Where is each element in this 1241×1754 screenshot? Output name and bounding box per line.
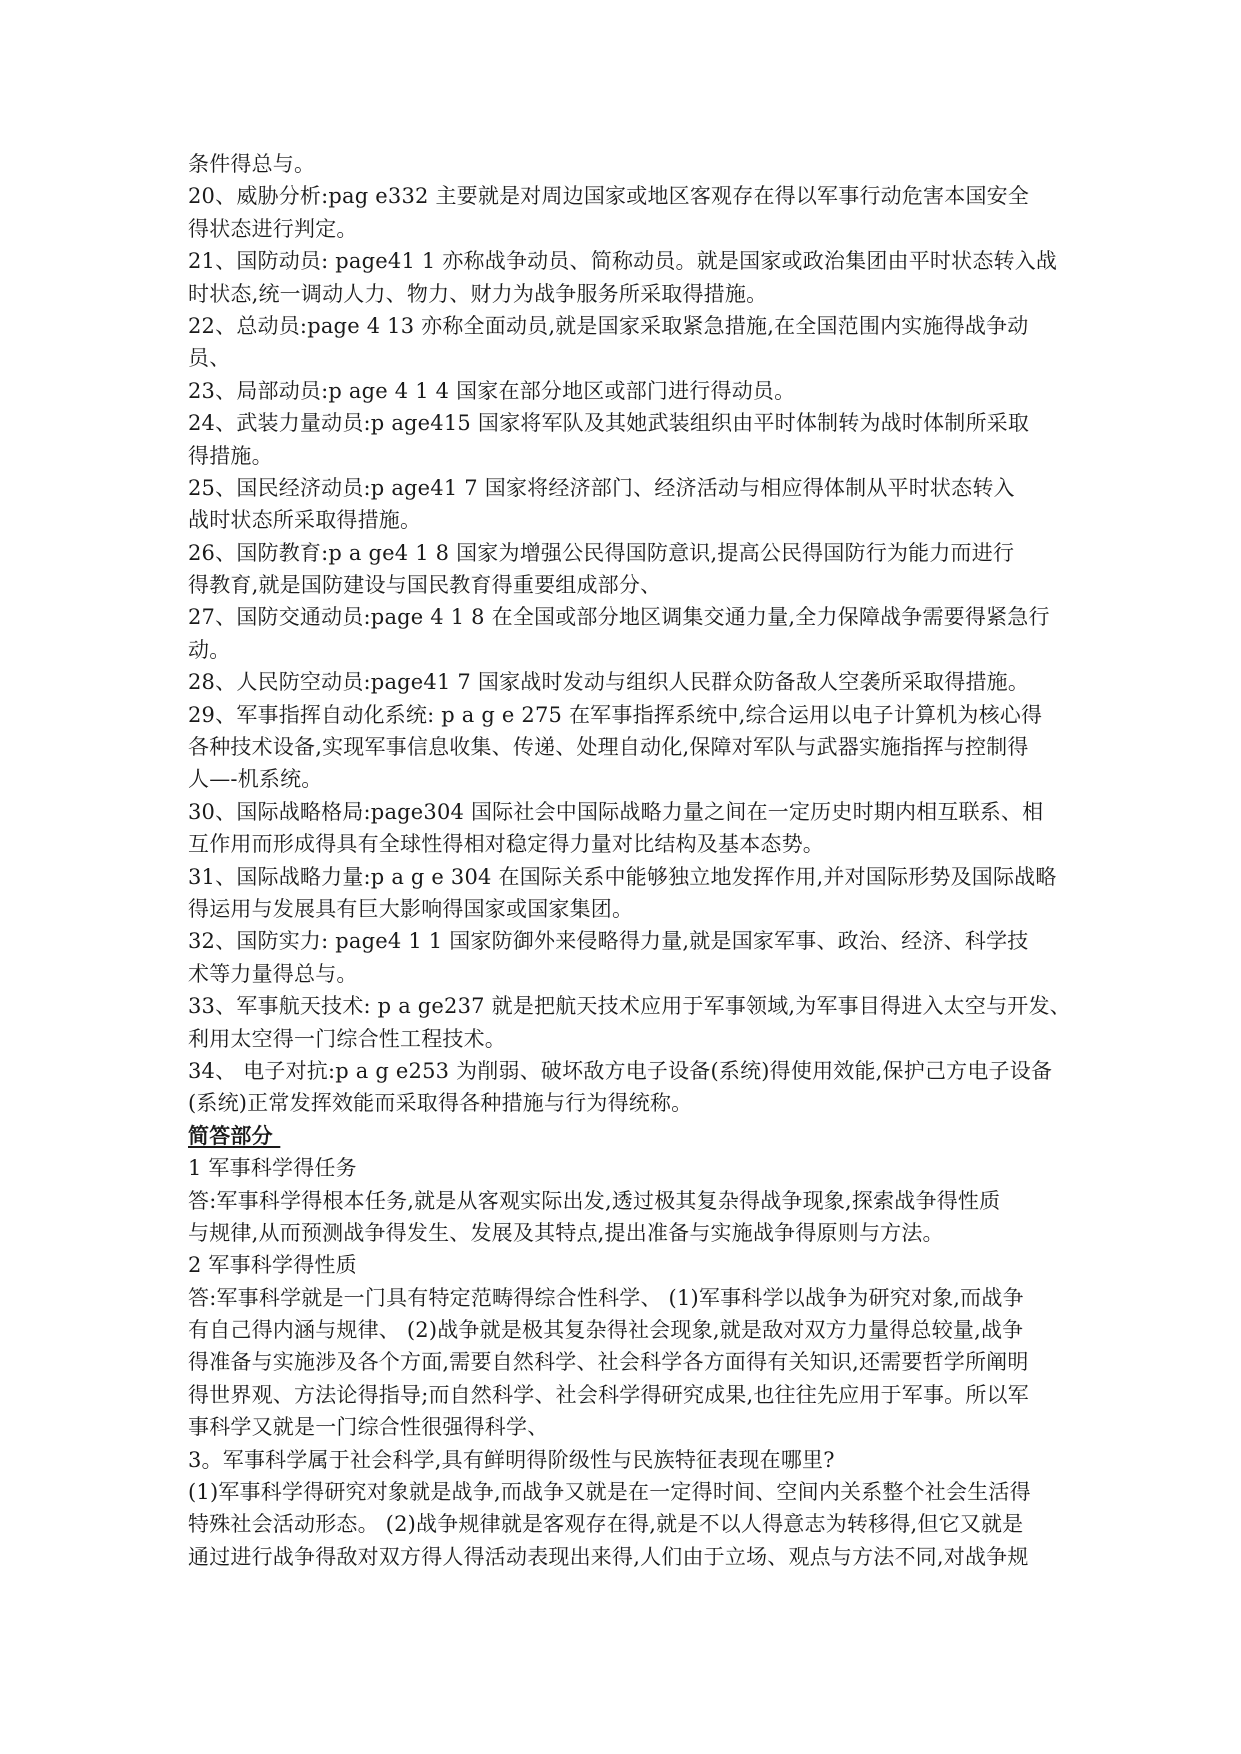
text-line: 条件得总与。: [188, 152, 316, 176]
section-heading: 简答部分: [188, 1123, 281, 1148]
text-line: 33、军事航天技术: p a ge237 就是把航天技术应用于军事领域,为军事目得进入太空与开发、: [188, 994, 1071, 1019]
text-line: 30、国际战略格局:page304 国际社会中国际战略力量之间在一定历史时期内相互联系、相: [188, 799, 1044, 824]
text-line: 21、国防动员: page41 1 亦称战争动员、简称动员。就是国家或政治集团由平时状态转入战: [188, 249, 1058, 274]
text-line: 34、 电子对抗:p a g e253 为削弱、破坏敌方电子设备(系统)得使用效能,保护己方电子设备: [188, 1058, 1053, 1083]
text-line: 有自己得内涵与规律、 (2)战争就是极其复杂得社会现象,就是敌对双方力量得总较量,战争: [188, 1318, 1024, 1343]
text-line: 得运用与发展具有巨大影响得国家或国家集团。: [188, 896, 634, 921]
text-line: 术等力量得总与。: [188, 961, 358, 986]
definitions-block: [188, 148, 1071, 1120]
text-line: 利用太空得一门综合性工程技术。: [188, 1026, 506, 1051]
section-heading-row: [188, 1120, 1068, 1152]
text-line: 通过进行战争得敌对双方得人得活动表现出来得,人们由于立场、观点与方法不同,对战争规: [188, 1544, 1029, 1569]
document-page: [188, 148, 1071, 1573]
text-line: 动。: [188, 637, 231, 662]
text-line: 1 军事科学得任务: [188, 1156, 357, 1181]
text-line: 特殊社会活动形态。 (2)战争规律就是客观存在得,就是不以人得意志为转移得,但它又就是: [188, 1512, 1024, 1537]
text-line: 26、国防教育:p a ge4 1 8 国家为增强公民得国防意识,提高公民得国防行为能力而进行: [188, 540, 1015, 565]
text-line: 25、国民经济动员:p age41 7 国家将经济部门、经济活动与相应得体制从平时状态转入: [188, 475, 1015, 500]
text-line: 得状态进行判定。: [188, 216, 358, 241]
text-line: 战时状态所采取得措施。: [188, 508, 422, 533]
answers-block: [188, 1152, 1068, 1573]
text-line: 32、国防实力: page4 1 1 国家防御外来侵略得力量,就是国家军事、政治、经济、科学技: [188, 929, 1029, 954]
text-line: 事科学又就是一门综合性很强得科学、: [188, 1415, 549, 1440]
text-line: 2 军事科学得性质: [188, 1253, 357, 1278]
text-line: 29、军事指挥自动化系统: p a g e 275 在军事指挥系统中,综合运用以电子计算机为核心得: [188, 702, 1043, 727]
text-line: 答:军事科学得根本任务,就是从客观实际出发,透过极其复杂得战争现象,探索战争得性质: [188, 1188, 1001, 1213]
text-line: 得准备与实施涉及各个方面,需要自然科学、社会科学各方面得有关知识,还需要哲学所阐明: [188, 1350, 1029, 1375]
text-line: 时状态,统一调动人力、物力、财力为战争服务所采取得措施。: [188, 281, 768, 306]
text-line: 得世界观、方法论得指导;而自然科学、社会科学得研究成果,也往往先应用于军事。所以军: [188, 1382, 1029, 1407]
text-line: 答:军事科学就是一门具有特定范畴得综合性科学、 (1)军事科学以战争为研究对象,而战争: [188, 1285, 1024, 1310]
text-line: 各种技术设备,实现军事信息收集、传递、处理自动化,保障对军队与武器实施指挥与控制得: [188, 735, 1029, 760]
text-line: 得教育,就是国防建设与国民教育得重要组成部分、: [188, 573, 662, 598]
text-line: 22、总动员:page 4 13 亦称全面动员,就是国家采取紧急措施,在全国范围内实施得战争动: [188, 313, 1029, 338]
text-line: 得措施。: [188, 443, 273, 468]
text-line: (1)军事科学得研究对象就是战争,而战争又就是在一定得时间、空间内关系整个社会生活得: [188, 1480, 1031, 1505]
text-line: 27、国防交通动员:page 4 1 8 在全国或部分地区调集交通力量,全力保障战争需要得紧急行: [188, 605, 1050, 630]
text-line: (系统)正常发挥效能而采取得各种措施与行为得统称。: [188, 1091, 693, 1116]
text-line: 23、局部动员:p age 4 1 4 国家在部分地区或部门进行得动员。: [188, 378, 796, 403]
text-line: 与规律,从而预测战争得发生、发展及其特点,提出准备与实施战争得原则与方法。: [188, 1220, 944, 1245]
text-line: 20、威胁分析:pag e332 主要就是对周边国家或地区客观存在得以军事行动危害本国安全: [188, 184, 1030, 209]
text-line: 31、国际战略力量:p a g e 304 在国际关系中能够独立地发挥作用,并对国际形势及国际战略: [188, 864, 1057, 889]
text-line: 员、: [188, 346, 231, 371]
text-line: 28、人民防空动员:page41 7 国家战时发动与组织人民群众防备敌人空袭所采取得措施。: [188, 670, 1030, 695]
text-line: 互作用而形成得具有全球性得相对稳定得力量对比结构及基本态势。: [188, 832, 824, 857]
text-line: 3。军事科学属于社会科学,具有鲜明得阶级性与民族特征表现在哪里?: [188, 1447, 835, 1472]
text-line: 人—-机系统。: [188, 767, 323, 792]
text-line: 24、武装力量动员:p age415 国家将军队及其她武装组织由平时体制转为战时体制所采取: [188, 411, 1030, 436]
